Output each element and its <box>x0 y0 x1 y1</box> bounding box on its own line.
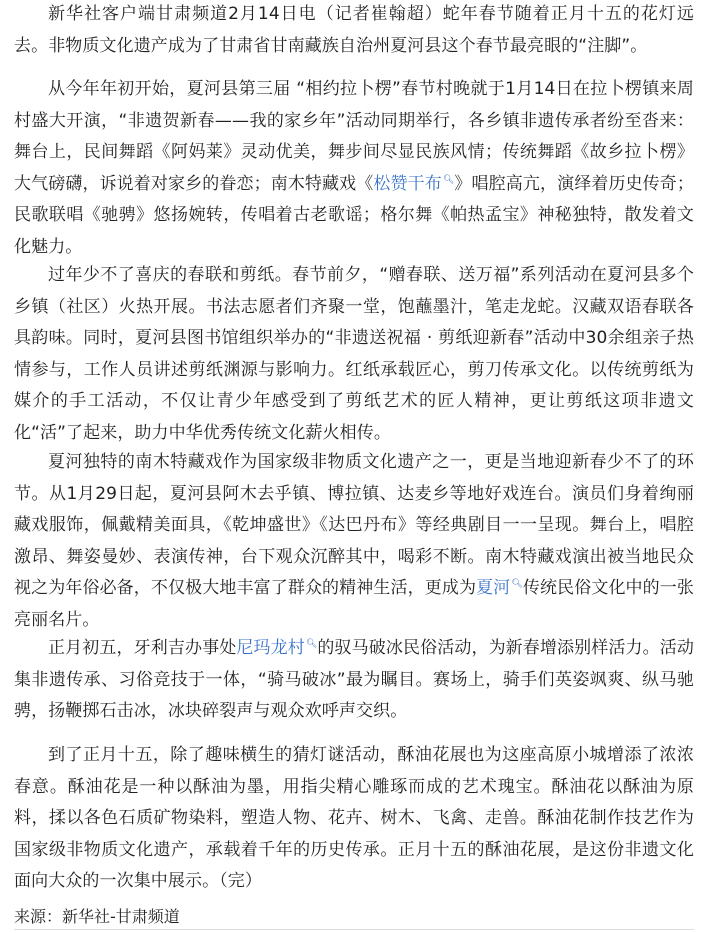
paragraph-3-text: 过年少不了喜庆的春联和剪纸。春节前夕，“赠春联、送万福”系列活动在夏河县多个乡镇（社区）火热开展。书法志愿者们齐聚一堂，饱蘸墨汁，笔走龙蛇。汉藏双语春联各具韵味。同时，夏河县图书馆组织举办的“非遗送祝福 · 剪纸迎新春”活动中30余组亲子热情参与，工作人员讲述剪纸渊源与影响力。红纸承载匠心，剪刀传承文化。以传统剪纸为媒介的手工活动，不仅让青少年感受到了剪纸艺术的匠人精神，更让剪纸这项非遗文化“活”了起来，助力中华优秀传统文化薪火相传。 <box>14 265 694 443</box>
paragraph-1-text: 新华社客户端甘肃频道2月14日电（记者崔翰超）蛇年春节随着正月十五的花灯远去。非物质文化遗产成为了甘肃省甘南藏族自治州夏河县这个春节最亮眼的“注脚”。 <box>14 4 694 56</box>
link-xiahe[interactable] <box>476 578 523 598</box>
paragraph-6-text: 到了正月十五，除了趣味横生的猜灯谜活动，酥油花展也为这座高原小城增添了浓浓春意。酥油花是一种以酥油为墨，用指尖精心雕琢而成的艺术瑰宝。酥油花以酥油为原料，揉以各色石质矿物染料，塑造人物、花卉、树木、飞禽、走兽。酥油花制作技艺作为国家级非物质文化遗产，承载着千年的历史传承。正月十五的酥油花展，是这份非遗文化面向大众的一次集中展示。（完） <box>14 745 694 891</box>
paragraph-2 <box>14 74 694 263</box>
search-icon[interactable]: 🔍︎ <box>442 174 455 185</box>
paragraph-4 <box>14 447 694 636</box>
link-songzanganbu-label[interactable]: 松赞干布 <box>373 173 442 194</box>
source-credit: 来源：新华社-甘肃频道 <box>14 907 180 926</box>
link-xiahe-label[interactable]: 夏河 <box>476 578 511 598</box>
paragraph-5 <box>14 633 694 728</box>
link-nimalong-village-label[interactable]: 尼玛龙村 <box>236 638 305 658</box>
source-divider <box>14 929 694 930</box>
link-nimalong-village[interactable] <box>236 638 317 658</box>
search-icon[interactable]: 🔍︎ <box>305 639 318 650</box>
link-songzanganbu[interactable] <box>373 174 454 194</box>
paragraph-1 <box>14 0 694 62</box>
paragraph-5-text-before: 正月初五，牙利吉办事处 <box>48 638 237 658</box>
paragraph-6 <box>14 740 694 898</box>
paragraph-5-text-after: 的驭马破冰民俗活动，为新春增添别样活力。活动集非遗传承、习俗竞技于一体，“骑马破冰”最为瞩目。赛场上，骑手们英姿飒爽、纵马驰骋，扬鞭掷石击冰，冰块碎裂声与观众欢呼声交织。 <box>14 638 694 721</box>
paragraph-3 <box>14 260 694 449</box>
paragraph-4-text-before: 夏河独特的南木特藏戏作为国家级非物质文化遗产之一，更是当地迎新春少不了的环节。从1月29日起，夏河县阿木去乎镇、博拉镇、达麦乡等地好戏连台。演员们身着绚丽藏戏服饰，佩戴精美面具，《乾坤盛世》《达巴丹布》等经典剧目一一呈现。舞台上，唱腔激昂、舞姿曼妙、表演传神，台下观众沉醉其中，喝彩不断。南木特藏戏演出被当地民众视之为年俗必备，不仅极大地丰富了群众的精神生活，更成为 <box>14 452 694 598</box>
search-icon[interactable]: 🔍︎ <box>511 579 523 590</box>
paragraph-2-text-before: 从今年年初开始，夏河县第三届 “相约拉卜楞”春节村晚就于1月14日在拉卜楞镇来周村盛大开演，“非遗贺新春——我的家乡年”活动同期举行，各乡镇非遗传承者纷至沓来：舞台上，民间舞蹈《阿妈莱》灵动优美，舞步间尽显民族风情；传统舞蹈《故乡拉卜楞》大气磅礴，诉说着对家乡的眷恋；南木特藏戏《 <box>14 79 694 194</box>
paragraph-4-text-after: 传统民俗文化中的一张亮丽名片。 <box>14 578 695 630</box>
paragraph-2-text-after: 》唱腔高亢，演绎着历史传奇；民歌联唱《驰骋》悠扬婉转，传唱着古老歌谣；格尔舞《帕热孟宝》神秘独特，散发着文化魅力。 <box>14 173 695 257</box>
